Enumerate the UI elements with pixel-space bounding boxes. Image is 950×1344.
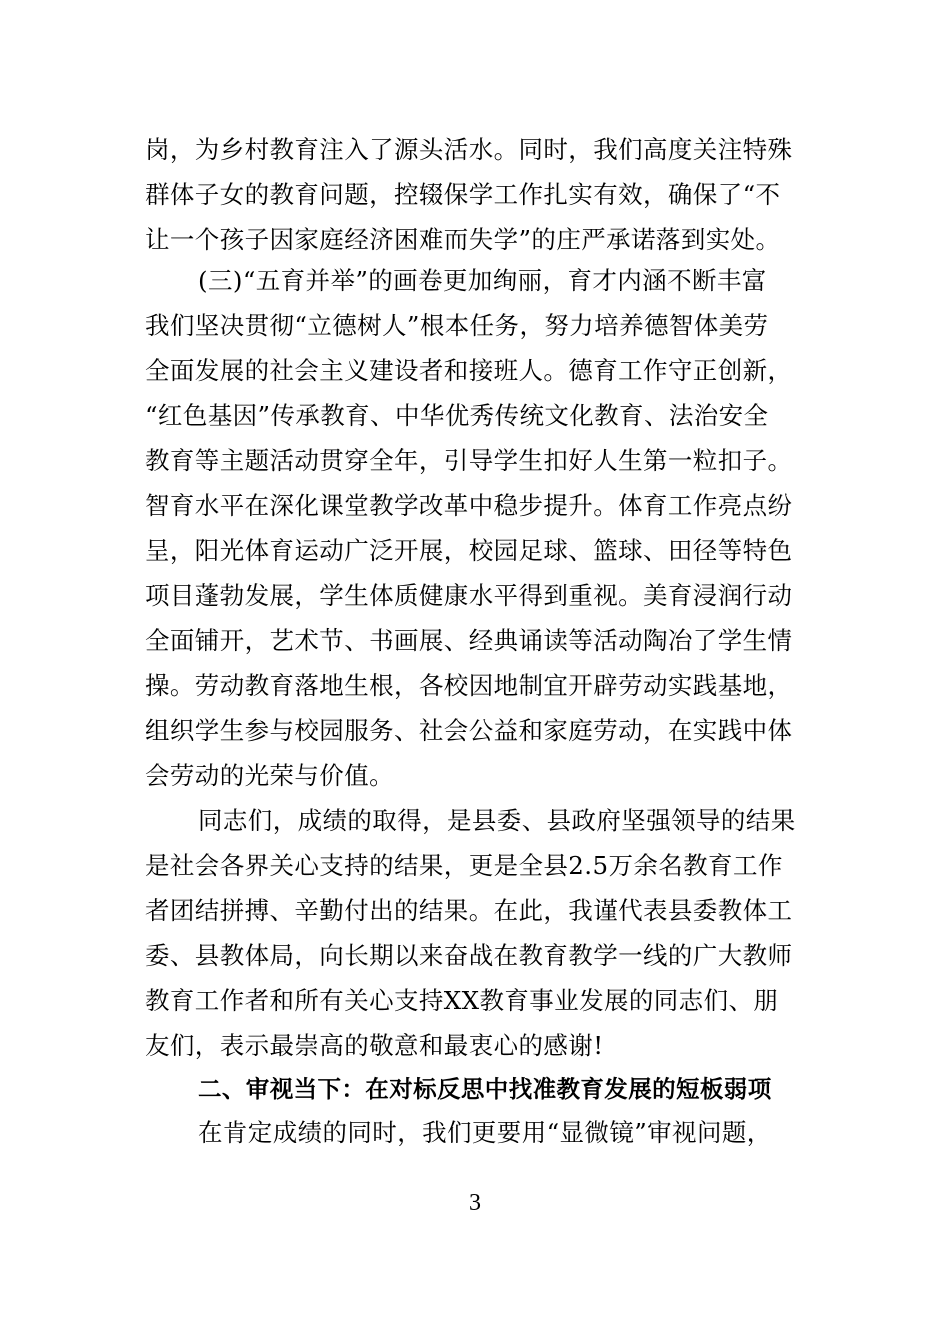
- body-text-line: 操。劳动教育落地生根，各校因地制宜开辟劳动实践基地，: [145, 671, 793, 700]
- body-text-line: 群体子女的教育问题，控辍保学工作扎实有效，确保了“不: [145, 180, 781, 209]
- body-text-line: 是社会各界关心支持的结果，更是全县2.5万余名教育工作: [145, 851, 783, 880]
- body-text-line: 同志们，成绩的取得，是县委、县政府坚强领导的结果: [198, 806, 796, 835]
- body-text-line: 在肯定成绩的同时，我们更要用“显微镜”审视问题，: [198, 1118, 772, 1147]
- body-text-line: 我们坚决贯彻“立德树人”根本任务，努力培养德智体美劳: [145, 311, 769, 340]
- body-text-line: 让一个孩子因家庭经济困难而失学”的庄严承诺落到实处。: [145, 225, 781, 254]
- body-text-line: 项目蓬勃发展，学生体质健康水平得到重视。美育浸润行动: [145, 581, 793, 610]
- body-text-line: “红色基因”传承教育、中华优秀传统文化教育、法治安全: [145, 401, 769, 430]
- body-text-line: 岗，为乡村教育注入了源头活水。同时，我们高度关注特殊: [145, 135, 793, 164]
- page-number: 3: [469, 1190, 481, 1216]
- body-text-line: 委、县教体局，向长期以来奋战在教育教学一线的广大教师: [145, 941, 793, 970]
- body-text-line: 友们，表示最崇高的敬意和最衷心的感谢!: [145, 1031, 604, 1060]
- body-text-line: 会劳动的光荣与价值。: [145, 761, 394, 790]
- body-text-line: 组织学生参与校园服务、社会公益和家庭劳动，在实践中体: [145, 716, 793, 745]
- body-text-line: 者团结拼搏、辛勤付出的结果。在此，我谨代表县委教体工: [145, 896, 793, 925]
- body-text-line: 呈，阳光体育运动广泛开展，校园足球、篮球、田径等特色: [145, 536, 793, 565]
- body-text-line: 智育水平在深化课堂教学改革中稳步提升。体育工作亮点纷: [145, 491, 793, 520]
- body-text-line: 全面发展的社会主义建设者和接班人。德育工作守正创新，: [145, 356, 793, 385]
- body-text-line: 教育等主题活动贯穿全年，引导学生扣好人生第一粒扣子。: [145, 446, 793, 475]
- section-heading: 二、审视当下：在对标反思中找准教育发展的短板弱项: [198, 1075, 772, 1103]
- section-subheading: (三)“五育并举”的画卷更加绚丽，育才内涵不断丰富: [198, 266, 767, 295]
- body-text-line: 教育工作者和所有关心支持XX教育事业发展的同志们、朋: [145, 986, 779, 1015]
- body-text-line: 全面铺开，艺术节、书画展、经典诵读等活动陶冶了学生情: [145, 626, 793, 655]
